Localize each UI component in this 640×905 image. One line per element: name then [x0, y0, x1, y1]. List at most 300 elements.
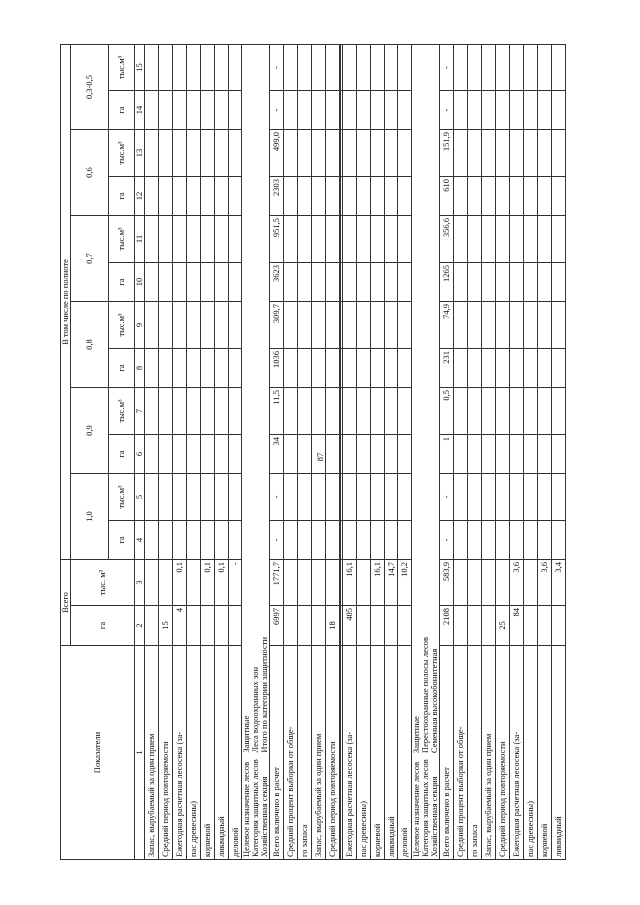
table-cell — [468, 521, 482, 560]
table-cell — [495, 474, 509, 521]
table-row — [551, 44, 565, 859]
row-label: пас древесины) — [356, 646, 370, 860]
header-unit-ha: га — [109, 177, 135, 216]
table-cell — [398, 177, 412, 216]
column-number: 12 — [135, 177, 145, 216]
table-cell — [172, 263, 186, 302]
table-cell — [186, 349, 200, 388]
table-cell — [298, 388, 312, 435]
table-cell — [326, 263, 340, 302]
table-cell: 16,1 — [342, 560, 356, 606]
table-cell — [200, 521, 214, 560]
table-row — [509, 44, 523, 859]
table-cell — [523, 44, 537, 90]
section-field-value: Семенная высокобонитетная — [429, 648, 440, 754]
table-cell — [481, 606, 495, 646]
table-cell — [384, 216, 398, 263]
table-cell: 14,7 — [384, 560, 398, 606]
table-cell — [523, 302, 537, 349]
table-cell — [186, 435, 200, 474]
header-density-0-3-0-5: 0,3-0,5 — [71, 44, 109, 129]
row-label: ликвидный — [384, 646, 398, 860]
table-cell — [312, 44, 326, 90]
table-cell — [214, 349, 228, 388]
table-cell — [523, 349, 537, 388]
table-cell — [468, 216, 482, 263]
header-unit-thm3: тыс.м³ — [109, 216, 135, 263]
table-cell — [356, 302, 370, 349]
table-cell — [172, 435, 186, 474]
table-cell — [509, 349, 523, 388]
table-cell — [326, 91, 340, 130]
row-label: Всего включено в расчет — [440, 646, 454, 860]
section-header — [412, 44, 440, 859]
table-cell — [200, 177, 214, 216]
table-cell — [200, 349, 214, 388]
table-cell — [284, 216, 298, 263]
section-field-label: Категория защитных лесов — [420, 759, 431, 857]
table-cell — [398, 263, 412, 302]
table-cell — [481, 435, 495, 474]
header-density-0-8: 0,8 — [71, 302, 109, 388]
table-cell — [356, 560, 370, 606]
column-number: 6 — [135, 435, 145, 474]
table-cell — [398, 435, 412, 474]
row-label: Запас, вырубаемый за один прием — [144, 646, 158, 860]
table-cell — [200, 474, 214, 521]
table-cell — [468, 130, 482, 177]
column-number: 4 — [135, 521, 145, 560]
table-cell — [370, 216, 384, 263]
table-cell — [468, 302, 482, 349]
table-cell: 4 — [172, 606, 186, 646]
table-cell: 1036 — [270, 349, 284, 388]
table-cell — [228, 435, 242, 474]
table-cell: - — [440, 44, 454, 90]
table-cell — [200, 263, 214, 302]
table-cell — [398, 349, 412, 388]
row-label: Ежегодная расчетная лесосека (за- — [172, 646, 186, 860]
header-unit-thm3: тыс.м³ — [109, 474, 135, 521]
table-row — [186, 44, 200, 859]
column-number: 8 — [135, 349, 145, 388]
table-cell — [398, 521, 412, 560]
table-cell — [551, 388, 565, 435]
table-cell — [370, 521, 384, 560]
table-cell: 3,4 — [551, 560, 565, 606]
page-number: 87 — [315, 452, 325, 462]
table-cell: 356,6 — [440, 216, 454, 263]
table-cell — [158, 435, 172, 474]
table-cell: 11,5 — [270, 388, 284, 435]
table-cell — [186, 302, 200, 349]
table-cell — [298, 216, 312, 263]
table-cell: 16,1 — [370, 560, 384, 606]
table-cell — [326, 44, 340, 90]
table-cell — [551, 474, 565, 521]
table-cell — [326, 435, 340, 474]
table-cell — [172, 177, 186, 216]
table-cell — [384, 606, 398, 646]
table-cell — [370, 44, 384, 90]
table-cell — [523, 435, 537, 474]
table-cell — [200, 302, 214, 349]
header-unit-ha: га — [109, 263, 135, 302]
table-row — [440, 44, 454, 859]
table-cell: 1265 — [440, 263, 454, 302]
table-cell — [370, 349, 384, 388]
table-row — [214, 44, 228, 859]
row-label: го запаса — [468, 646, 482, 860]
table-cell — [144, 216, 158, 263]
table-cell — [342, 474, 356, 521]
table-cell — [326, 130, 340, 177]
table-cell — [481, 216, 495, 263]
table-cell — [537, 302, 551, 349]
table-cell — [214, 302, 228, 349]
table-row — [370, 44, 384, 859]
column-number: 7 — [135, 388, 145, 435]
table-cell — [495, 560, 509, 606]
table-cell — [370, 435, 384, 474]
table-cell — [551, 91, 565, 130]
table-row — [495, 44, 509, 859]
header-indicators: Показатели — [61, 646, 135, 860]
table-cell — [172, 474, 186, 521]
section-field-value: Леса водоохранных зон — [250, 666, 261, 753]
section-header-row — [412, 44, 440, 859]
column-number: 11 — [135, 216, 145, 263]
table-cell: 2108 — [440, 606, 454, 646]
table-row — [398, 44, 412, 859]
table-cell — [356, 44, 370, 90]
row-label: Ежегодная расчетная лесосека (за- — [342, 646, 356, 860]
forest-density-table — [60, 44, 566, 860]
table-cell — [144, 560, 158, 606]
table-row — [228, 44, 242, 859]
section-field-label: Категория защитных лесов — [250, 759, 261, 857]
table-cell — [214, 177, 228, 216]
table-cell — [481, 349, 495, 388]
table-cell — [523, 216, 537, 263]
row-label: Средний процент выборки от обще- — [284, 646, 298, 860]
row-label: Ежегодная расчетная лесосека (за- — [509, 646, 523, 860]
section-field-value: Защитные — [411, 716, 422, 754]
table-cell — [468, 606, 482, 646]
table-cell: 0,1 — [214, 560, 228, 606]
table-cell — [509, 216, 523, 263]
table-cell — [537, 91, 551, 130]
table-cell — [481, 130, 495, 177]
column-number: 14 — [135, 91, 145, 130]
table-cell — [144, 388, 158, 435]
table-cell — [298, 177, 312, 216]
table-cell: 3,6 — [509, 560, 523, 606]
table-cell: 309,7 — [270, 302, 284, 349]
header-unit-ha: га — [109, 349, 135, 388]
table-cell — [144, 44, 158, 90]
table-body — [144, 44, 565, 859]
table-cell — [523, 560, 537, 606]
table-cell — [298, 91, 312, 130]
table-cell — [186, 606, 200, 646]
table-cell: 499,0 — [270, 130, 284, 177]
table-cell — [158, 302, 172, 349]
table-cell — [468, 388, 482, 435]
table-cell — [454, 606, 468, 646]
section-field-label: Целевое назначение лесов — [241, 761, 252, 857]
column-number: 2 — [135, 606, 145, 646]
table-cell — [284, 263, 298, 302]
table-row — [298, 44, 312, 859]
table-cell — [551, 521, 565, 560]
table-cell: 951,5 — [270, 216, 284, 263]
table-cell — [186, 91, 200, 130]
header-total: Всего — [61, 560, 71, 646]
table-cell — [214, 388, 228, 435]
row-label: пас древесины) — [523, 646, 537, 860]
row-label: Средний процент выборки от обще- — [454, 646, 468, 860]
table-cell — [326, 216, 340, 263]
table-cell — [342, 388, 356, 435]
table-cell — [158, 177, 172, 216]
table-cell — [537, 130, 551, 177]
table-cell — [509, 521, 523, 560]
row-label: Всего включено в расчет — [270, 646, 284, 860]
table-cell — [523, 388, 537, 435]
column-number: 9 — [135, 302, 145, 349]
table-row — [537, 44, 551, 859]
table-cell — [298, 349, 312, 388]
table-cell — [509, 130, 523, 177]
table-cell — [284, 388, 298, 435]
table-cell — [384, 349, 398, 388]
table-cell — [481, 263, 495, 302]
table-cell — [356, 521, 370, 560]
table-cell: - — [270, 91, 284, 130]
row-label: деловой — [228, 646, 242, 860]
table-cell: 34 — [270, 435, 284, 474]
table-cell — [326, 302, 340, 349]
table-cell — [370, 606, 384, 646]
table-cell — [214, 435, 228, 474]
table-cell — [537, 435, 551, 474]
row-label: ликвидный — [551, 646, 565, 860]
table-cell — [454, 263, 468, 302]
table-cell — [326, 388, 340, 435]
row-label: корневой — [200, 646, 214, 860]
section-field-label: Хозяйственная секция — [429, 776, 440, 857]
column-number: 1 — [135, 646, 145, 860]
table-cell — [454, 521, 468, 560]
table-cell — [495, 91, 509, 130]
table-cell — [356, 349, 370, 388]
rotated-page — [60, 45, 566, 860]
table-cell — [468, 263, 482, 302]
table-cell — [495, 44, 509, 90]
table-cell — [468, 435, 482, 474]
table-cell — [384, 521, 398, 560]
table-cell — [495, 302, 509, 349]
table-cell — [523, 606, 537, 646]
table-cell — [398, 44, 412, 90]
table-cell: - — [440, 91, 454, 130]
table-cell — [551, 606, 565, 646]
table-cell — [468, 560, 482, 606]
table-cell — [144, 474, 158, 521]
table-cell: 3,6 — [537, 560, 551, 606]
table-cell — [144, 435, 158, 474]
table-cell — [342, 302, 356, 349]
table-cell: 0,1 — [172, 560, 186, 606]
row-label: Средний период повторяемости — [495, 646, 509, 860]
table-cell — [551, 349, 565, 388]
column-number: 5 — [135, 474, 145, 521]
table-cell — [481, 560, 495, 606]
table-cell — [342, 349, 356, 388]
table-cell — [523, 474, 537, 521]
table-cell — [342, 521, 356, 560]
table-cell: 10,2 — [398, 560, 412, 606]
table-cell — [384, 177, 398, 216]
table-cell — [454, 216, 468, 263]
header-unit-thm3: тыс.м³ — [109, 130, 135, 177]
table-cell — [509, 91, 523, 130]
table-cell — [551, 216, 565, 263]
section-field-value: Итого по категории защитности — [259, 637, 270, 753]
table-cell — [398, 216, 412, 263]
table-cell: 3623 — [270, 263, 284, 302]
table-cell — [398, 91, 412, 130]
table-cell — [551, 263, 565, 302]
table-cell — [495, 130, 509, 177]
table-cell: 18 — [326, 606, 340, 646]
table-cell — [342, 177, 356, 216]
table-cell: 231 — [440, 349, 454, 388]
row-label: ликвидный — [214, 646, 228, 860]
table-cell — [144, 91, 158, 130]
table-cell — [284, 91, 298, 130]
table-cell — [284, 349, 298, 388]
table-cell — [144, 349, 158, 388]
table-cell — [228, 388, 242, 435]
table-cell: 15 — [158, 606, 172, 646]
table-cell — [284, 302, 298, 349]
header-unit-thm3: тыс.м³ — [109, 302, 135, 349]
table-cell — [228, 474, 242, 521]
table-cell — [284, 44, 298, 90]
table-row — [200, 44, 214, 859]
table-cell — [298, 435, 312, 474]
table-cell — [398, 474, 412, 521]
table-cell: 0,5 — [440, 388, 454, 435]
table-cell: - — [440, 474, 454, 521]
table-cell — [172, 302, 186, 349]
table-cell — [186, 130, 200, 177]
table-cell — [468, 474, 482, 521]
header-by-density: В том числе по полноте — [61, 44, 71, 559]
table-cell — [370, 91, 384, 130]
table-cell — [356, 177, 370, 216]
table-cell — [523, 91, 537, 130]
table-cell — [384, 130, 398, 177]
section-header-row — [242, 44, 270, 859]
table-row — [144, 44, 158, 859]
table-cell — [495, 349, 509, 388]
table-cell — [298, 263, 312, 302]
row-label: корневой — [537, 646, 551, 860]
table-cell — [200, 388, 214, 435]
table-cell — [551, 44, 565, 90]
table-cell — [172, 216, 186, 263]
table-cell — [537, 606, 551, 646]
table-cell — [312, 91, 326, 130]
table-cell — [342, 91, 356, 130]
table-cell — [356, 91, 370, 130]
table-cell — [158, 216, 172, 263]
table-cell — [468, 91, 482, 130]
table-cell — [214, 263, 228, 302]
table-cell: 0,1 — [200, 560, 214, 606]
table-cell — [342, 44, 356, 90]
table-row — [356, 44, 370, 859]
table-cell — [158, 349, 172, 388]
header-unit-ha: га — [109, 91, 135, 130]
table-cell — [298, 474, 312, 521]
table-cell — [284, 521, 298, 560]
table-row — [481, 44, 495, 859]
table-cell — [186, 560, 200, 606]
column-number-row — [135, 44, 145, 859]
table-cell: 6997 — [270, 606, 284, 646]
table-cell — [454, 388, 468, 435]
table-row — [342, 44, 356, 859]
table-cell — [356, 130, 370, 177]
table-cell — [186, 474, 200, 521]
table-cell — [214, 521, 228, 560]
table-cell — [398, 606, 412, 646]
table-cell — [228, 521, 242, 560]
row-label: корневой — [370, 646, 384, 860]
table-cell — [186, 263, 200, 302]
table-cell: 2303 — [270, 177, 284, 216]
table-cell — [144, 130, 158, 177]
table-cell — [384, 302, 398, 349]
table-cell — [356, 216, 370, 263]
table-cell — [214, 606, 228, 646]
table-cell — [356, 606, 370, 646]
table-cell — [228, 177, 242, 216]
table-cell — [326, 474, 340, 521]
table-cell — [481, 302, 495, 349]
table-cell — [356, 263, 370, 302]
table-cell — [384, 44, 398, 90]
header-density-0-9: 0,9 — [71, 388, 109, 474]
table-cell — [200, 130, 214, 177]
table-cell: 405 — [342, 606, 356, 646]
table-cell — [481, 521, 495, 560]
column-number: 10 — [135, 263, 145, 302]
row-label: го запаса — [298, 646, 312, 860]
row-label: пас древесины) — [186, 646, 200, 860]
table-cell: - — [440, 521, 454, 560]
table-cell — [468, 177, 482, 216]
table-cell — [158, 91, 172, 130]
table-cell — [144, 263, 158, 302]
header-unit-ha: га — [109, 521, 135, 560]
table-row — [326, 44, 340, 859]
table-cell — [537, 388, 551, 435]
